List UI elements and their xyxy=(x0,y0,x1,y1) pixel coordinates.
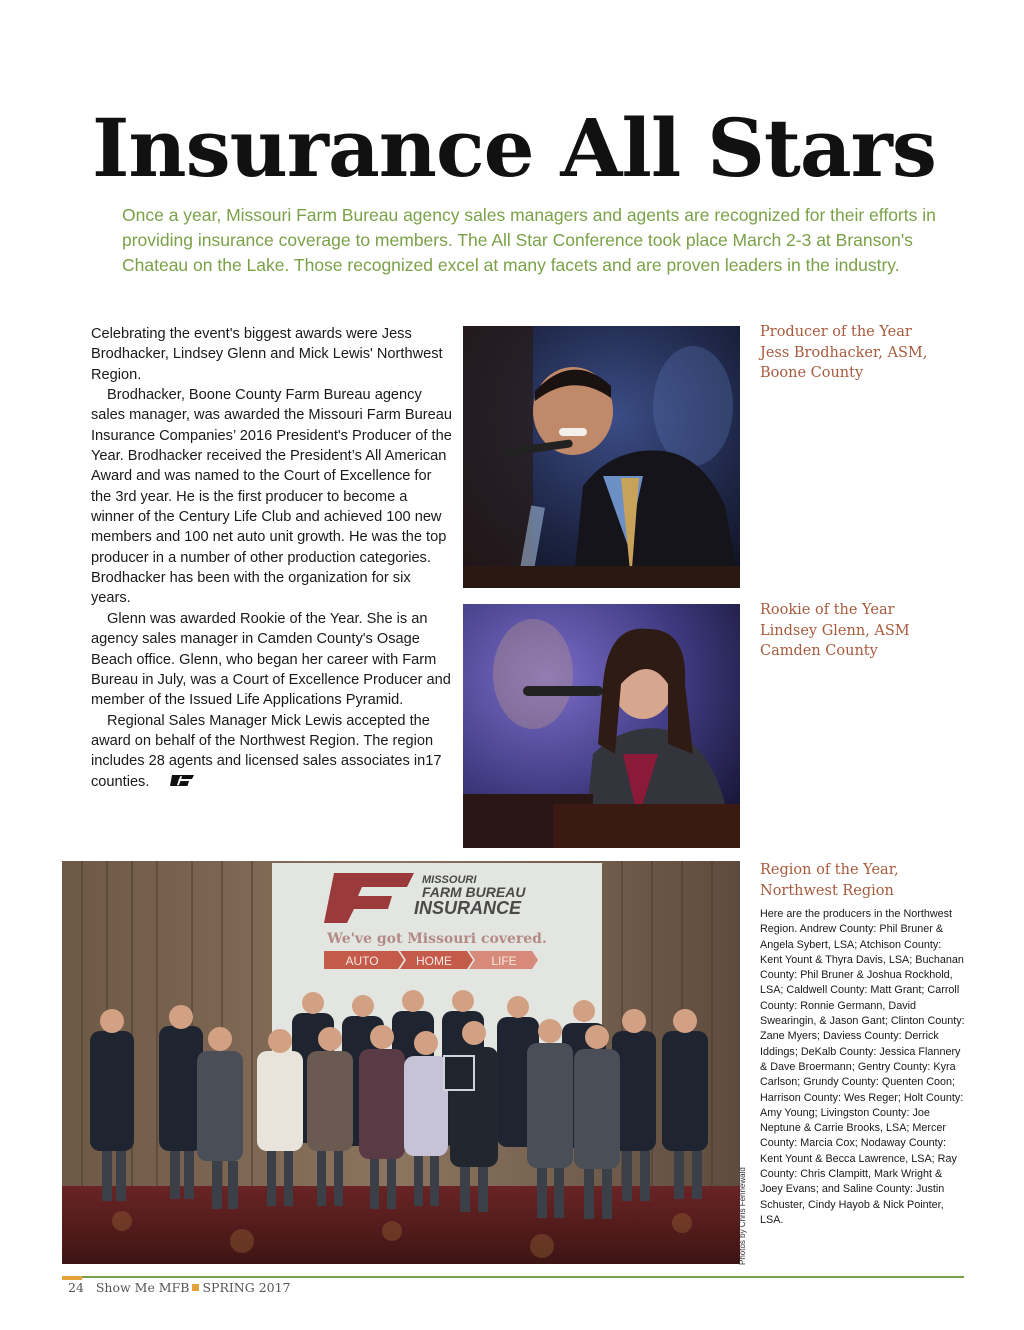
producer-caption xyxy=(760,322,927,384)
caption-line: Rookie of the Year xyxy=(760,602,895,618)
banner-line-1: MISSOURI xyxy=(422,874,477,886)
caption-line: Boone County xyxy=(760,365,864,381)
banner-tag-home: HOME xyxy=(416,954,452,968)
region-producers-list: Here are the producers in the Northwest Region. Andrew County: Phil Bruner & Angela Sybert, LSA; Atchison County: Kent Yount & Thyra Davis, LSA; Buchanan County: Phil Bruner & Joshua Rockhold, LSA; Caldwell County: Matt Grant; Carroll County: Ronnie Germann, David Swearingin, & Jason Gant; Clinton County: Zane Myers; Daviess County: Derrick Iddings; DeKalb County: Jessica Flannery & Dave Broermann; Gentry County: Kyra Carlson; Grundy County: Quenten Coon; Harrison County: Wes Reger; Holt County: Amy Young; Livingston County: Joe Neptune & Carrie Brooks, LSA; Mercer County: Marcia Cox; Nodaway County: Kent Yount & Becca Lawrence, LSA; Ray County: Chris Clampitt, Mark Wright & Joey Evans; and Saline County: Justin Schuster, Cindy Hayob & Nick Pointer, LSA. xyxy=(760,908,965,1226)
rookie-photo xyxy=(463,604,740,848)
caption-line: Region of the Year, xyxy=(760,862,899,878)
body-paragraph: Celebrating the event's biggest awards were Jess Brodhacker, Lindsey Glenn and Mick Lewis' Northwest Region. xyxy=(91,326,443,383)
caption-line: Jess Brodhacker, ASM, xyxy=(760,344,928,361)
banner-line-2: FARM BUREAU xyxy=(422,884,526,900)
issue-label: SPRING 2017 xyxy=(202,1280,291,1295)
photo-credit: Photos by Chris Fennewald xyxy=(738,1167,747,1265)
banner-slogan: We've got Missouri covered. xyxy=(327,931,547,947)
caption-line: Lindsey Glenn, ASM xyxy=(760,622,910,639)
body-paragraph-last xyxy=(91,711,453,793)
caption-line: Camden County xyxy=(760,643,878,659)
banner-line-3: INSURANCE xyxy=(414,898,522,918)
article-intro: Once a year, Missouri Farm Bureau agency sales managers and agents are recognized for their efforts in providing insurance coverage to members. The All Star Conference took place March 2-3 at Branson's Chateau on the Lake. Those recognized excel at many facets and are proven leaders in the industry. xyxy=(122,205,936,275)
footer-rule xyxy=(62,1276,964,1278)
article-body xyxy=(91,324,453,793)
article-title: Insurance All Stars xyxy=(92,101,936,195)
region-caption xyxy=(760,860,899,901)
page-number: 24 xyxy=(68,1280,84,1295)
caption-line: Producer of the Year xyxy=(760,324,912,340)
square-bullet-icon xyxy=(192,1284,199,1291)
banner-tag-auto: AUTO xyxy=(345,954,379,968)
caption-line: Northwest Region xyxy=(760,882,894,899)
banner-tag-life: LIFE xyxy=(491,954,517,968)
group-photo xyxy=(62,861,740,1264)
farm-bureau-logo-icon xyxy=(153,773,195,793)
body-paragraph: Brodhacker, Boone County Farm Bureau agency sales manager, was awarded the Missouri Farm Bureau Insurance Companies’ 2016 President's Producer of the Year. Brodhacker received the President’s All American Award and was named to the Court of Excellence for the 3rd year. He is the first producer to become a winner of the Century Life Club and achieved 100 new members and 100 net auto unit growth. He was the top producer in a number of other production categories. Brodhacker has been with the organization for six years. xyxy=(91,387,452,607)
magazine-name: Show Me MFB xyxy=(95,1280,190,1295)
page-footer xyxy=(68,1280,291,1295)
producer-photo xyxy=(463,326,740,588)
rookie-caption xyxy=(760,600,910,662)
body-paragraph: Glenn was awarded Rookie of the Year. She is an agency sales manager in Camden County's Osage Beach office. Glenn, who began her career with Farm Bureau in July, was a Court of Excellence Producer and member of the Issued Life Applications Pyramid. xyxy=(91,610,451,709)
body-paragraph-text: Regional Sales Manager Mick Lewis accepted the award on behalf of the Northwest Region. The region includes 28 agents and licensed sales associates in17 counties. xyxy=(91,712,442,790)
